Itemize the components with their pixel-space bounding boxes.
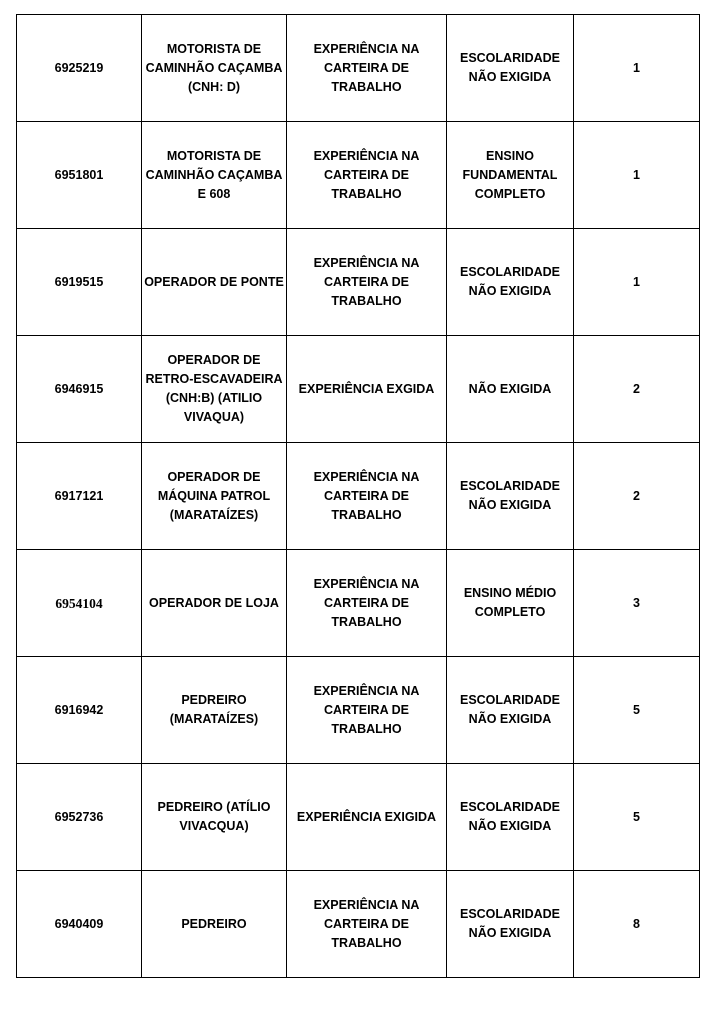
experience-requirement: EXPERIÊNCIA NA CARTEIRA DE TRABALHO <box>287 229 447 336</box>
position-title: OPERADOR DE LOJA <box>142 550 287 657</box>
position-title: MOTORISTA DE CAMINHÃO CAÇAMBA E 608 <box>142 122 287 229</box>
vacancy-code: 6951801 <box>17 122 142 229</box>
education-requirement: ENSINO FUNDAMENTAL COMPLETO <box>447 122 574 229</box>
vacancy-code: 6916942 <box>17 657 142 764</box>
vacancy-code: 6919515 <box>17 229 142 336</box>
vacancy-count: 3 <box>574 550 700 657</box>
vacancy-code: 6946915 <box>17 336 142 443</box>
vacancy-code: 6925219 <box>17 15 142 122</box>
position-title: OPERADOR DE RETRO-ESCAVADEIRA (CNH:B) (ATILIO VIVAQUA) <box>142 336 287 443</box>
education-requirement: ESCOLARIDADE NÃO EXIGIDA <box>447 443 574 550</box>
table-row <box>17 443 700 550</box>
table-row <box>17 336 700 443</box>
experience-requirement: EXPERIÊNCIA NA CARTEIRA DE TRABALHO <box>287 871 447 978</box>
table-row <box>17 122 700 229</box>
vacancy-count: 1 <box>574 229 700 336</box>
vacancy-count: 5 <box>574 657 700 764</box>
vacancy-code: 6952736 <box>17 764 142 871</box>
vacancy-count: 5 <box>574 764 700 871</box>
table-row <box>17 15 700 122</box>
education-requirement: ESCOLARIDADE NÃO EXIGIDA <box>447 657 574 764</box>
experience-requirement: EXPERIÊNCIA EXIGIDA <box>287 764 447 871</box>
position-title: OPERADOR DE MÁQUINA PATROL (MARATAÍZES) <box>142 443 287 550</box>
vacancy-count: 2 <box>574 336 700 443</box>
experience-requirement: EXPERIÊNCIA NA CARTEIRA DE TRABALHO <box>287 443 447 550</box>
education-requirement: ENSINO MÉDIO COMPLETO <box>447 550 574 657</box>
experience-requirement: EXPERIÊNCIA NA CARTEIRA DE TRABALHO <box>287 122 447 229</box>
education-requirement: ESCOLARIDADE NÃO EXIGIDA <box>447 229 574 336</box>
position-title: OPERADOR DE PONTE <box>142 229 287 336</box>
education-requirement: ESCOLARIDADE NÃO EXIGIDA <box>447 871 574 978</box>
position-title: PEDREIRO (MARATAÍZES) <box>142 657 287 764</box>
table-row <box>17 657 700 764</box>
vacancy-count: 2 <box>574 443 700 550</box>
vacancy-code: 6917121 <box>17 443 142 550</box>
vacancy-count: 8 <box>574 871 700 978</box>
education-requirement: ESCOLARIDADE NÃO EXIGIDA <box>447 764 574 871</box>
vacancy-code: 6954104 <box>17 550 142 657</box>
experience-requirement: EXPERIÊNCIA NA CARTEIRA DE TRABALHO <box>287 550 447 657</box>
position-title: MOTORISTA DE CAMINHÃO CAÇAMBA (CNH: D) <box>142 15 287 122</box>
vacancy-code: 6940409 <box>17 871 142 978</box>
experience-requirement: EXPERIÊNCIA NA CARTEIRA DE TRABALHO <box>287 15 447 122</box>
job-vacancies-table <box>16 14 700 978</box>
table-row <box>17 871 700 978</box>
vacancy-count: 1 <box>574 15 700 122</box>
table-row <box>17 550 700 657</box>
education-requirement: ESCOLARIDADE NÃO EXIGIDA <box>447 15 574 122</box>
experience-requirement: EXPERIÊNCIA NA CARTEIRA DE TRABALHO <box>287 657 447 764</box>
vacancy-count: 1 <box>574 122 700 229</box>
education-requirement: NÃO EXIGIDA <box>447 336 574 443</box>
table-row <box>17 764 700 871</box>
position-title: PEDREIRO <box>142 871 287 978</box>
position-title: PEDREIRO (ATÍLIO VIVACQUA) <box>142 764 287 871</box>
experience-requirement: EXPERIÊNCIA EXGIDA <box>287 336 447 443</box>
table-row <box>17 229 700 336</box>
